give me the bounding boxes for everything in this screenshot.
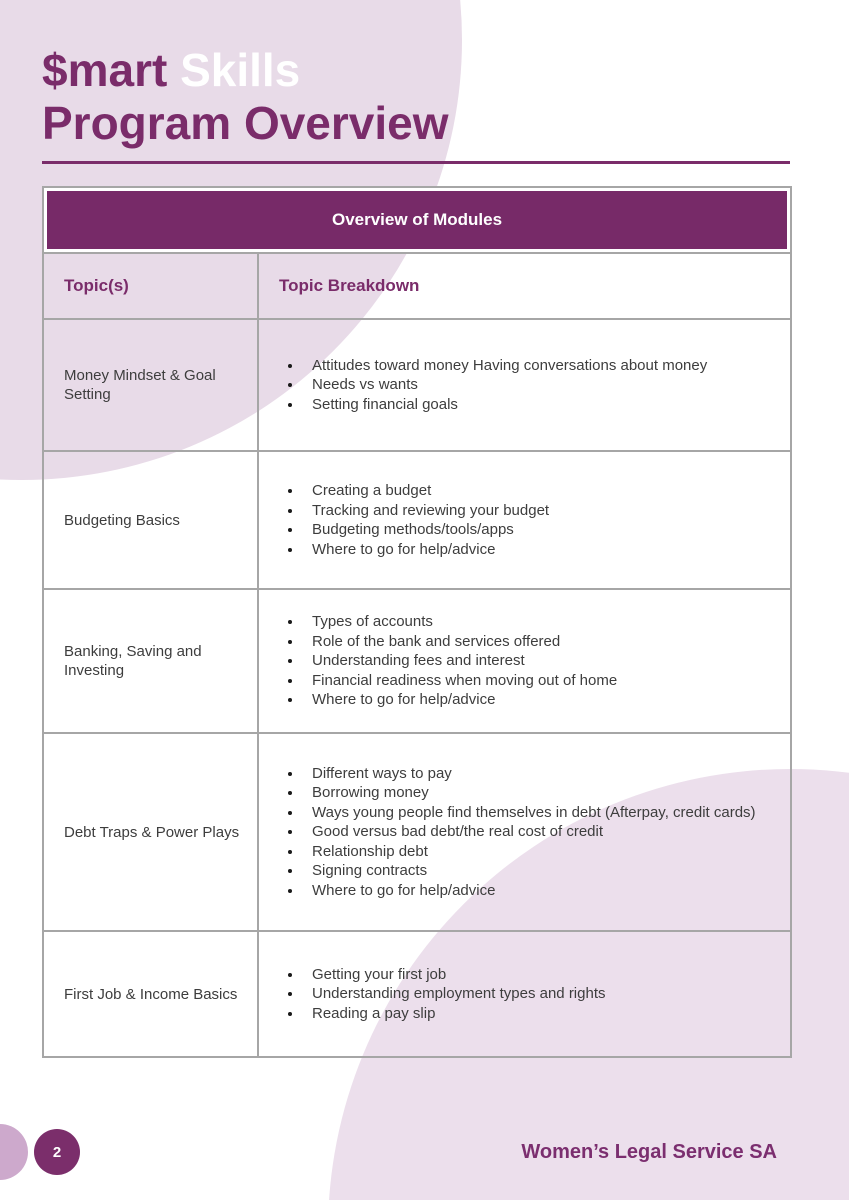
breakdown-cell bbox=[258, 451, 791, 589]
breakdown-list bbox=[269, 481, 780, 559]
breakdown-list bbox=[269, 356, 780, 415]
breakdown-item: • Attitudes toward money Having conversations about money bbox=[303, 356, 780, 376]
topic-cell: Money Mindset & Goal Setting bbox=[43, 319, 258, 451]
breakdown-item: • Where to go for help/advice bbox=[303, 690, 780, 710]
breakdown-item: • Financial readiness when moving out of home bbox=[303, 671, 780, 691]
topic-cell: Debt Traps & Power Plays bbox=[43, 733, 258, 931]
column-header-breakdown: Topic Breakdown bbox=[258, 253, 791, 319]
breakdown-item: • Relationship debt bbox=[303, 842, 780, 862]
topic-cell: Banking, Saving and Investing bbox=[43, 589, 258, 733]
topic-cell: First Job & Income Basics bbox=[43, 931, 258, 1057]
breakdown-item: • Good versus bad debt/the real cost of credit bbox=[303, 822, 780, 842]
breakdown-list bbox=[269, 965, 780, 1024]
breakdown-item: • Understanding employment types and rights bbox=[303, 984, 780, 1004]
brand-title bbox=[42, 44, 300, 96]
table-row bbox=[43, 733, 791, 931]
table-title-row bbox=[43, 187, 791, 253]
breakdown-item: • Budgeting methods/tools/apps bbox=[303, 520, 780, 540]
breakdown-item: • Different ways to pay bbox=[303, 764, 780, 784]
doc-subtitle: Program Overview bbox=[42, 97, 449, 149]
breakdown-list bbox=[269, 612, 780, 710]
breakdown-item: • Setting financial goals bbox=[303, 395, 780, 415]
topic-cell: Budgeting Basics bbox=[43, 451, 258, 589]
breakdown-item: • Borrowing money bbox=[303, 783, 780, 803]
table-row bbox=[43, 589, 791, 733]
breakdown-item: • Needs vs wants bbox=[303, 375, 780, 395]
breakdown-item: • Creating a budget bbox=[303, 481, 780, 501]
breakdown-item: • Tracking and reviewing your budget bbox=[303, 501, 780, 521]
table-title: Overview of Modules bbox=[43, 187, 791, 253]
breakdown-cell bbox=[258, 733, 791, 931]
breakdown-item: • Understanding fees and interest bbox=[303, 651, 780, 671]
breakdown-item: • Role of the bank and services offered bbox=[303, 632, 780, 652]
page-number-badge: 2 bbox=[34, 1129, 80, 1175]
table-row bbox=[43, 451, 791, 589]
breakdown-item: • Where to go for help/advice bbox=[303, 540, 780, 560]
brand-accent: $mart bbox=[42, 44, 168, 96]
column-header-row bbox=[43, 253, 791, 319]
table-row bbox=[43, 319, 791, 451]
breakdown-list bbox=[269, 764, 780, 901]
modules-table-body bbox=[43, 319, 791, 1057]
footer-accent-circle bbox=[0, 1124, 28, 1180]
org-name: Women’s Legal Service SA bbox=[521, 1141, 777, 1163]
breakdown-cell bbox=[258, 589, 791, 733]
table-row bbox=[43, 931, 791, 1057]
modules-table bbox=[42, 186, 792, 1058]
breakdown-item: • Reading a pay slip bbox=[303, 1004, 780, 1024]
title-divider bbox=[42, 161, 790, 164]
brand-rest: Skills bbox=[180, 44, 301, 96]
breakdown-item: • Types of accounts bbox=[303, 612, 780, 632]
breakdown-item: • Getting your first job bbox=[303, 965, 780, 985]
breakdown-item: • Signing contracts bbox=[303, 861, 780, 881]
doc-title bbox=[0, 0, 849, 150]
breakdown-item: • Where to go for help/advice bbox=[303, 881, 780, 901]
breakdown-item: • Ways young people find themselves in debt (Afterpay, credit cards) bbox=[303, 803, 780, 823]
column-header-topics: Topic(s) bbox=[43, 253, 258, 319]
breakdown-cell bbox=[258, 931, 791, 1057]
breakdown-cell bbox=[258, 319, 791, 451]
